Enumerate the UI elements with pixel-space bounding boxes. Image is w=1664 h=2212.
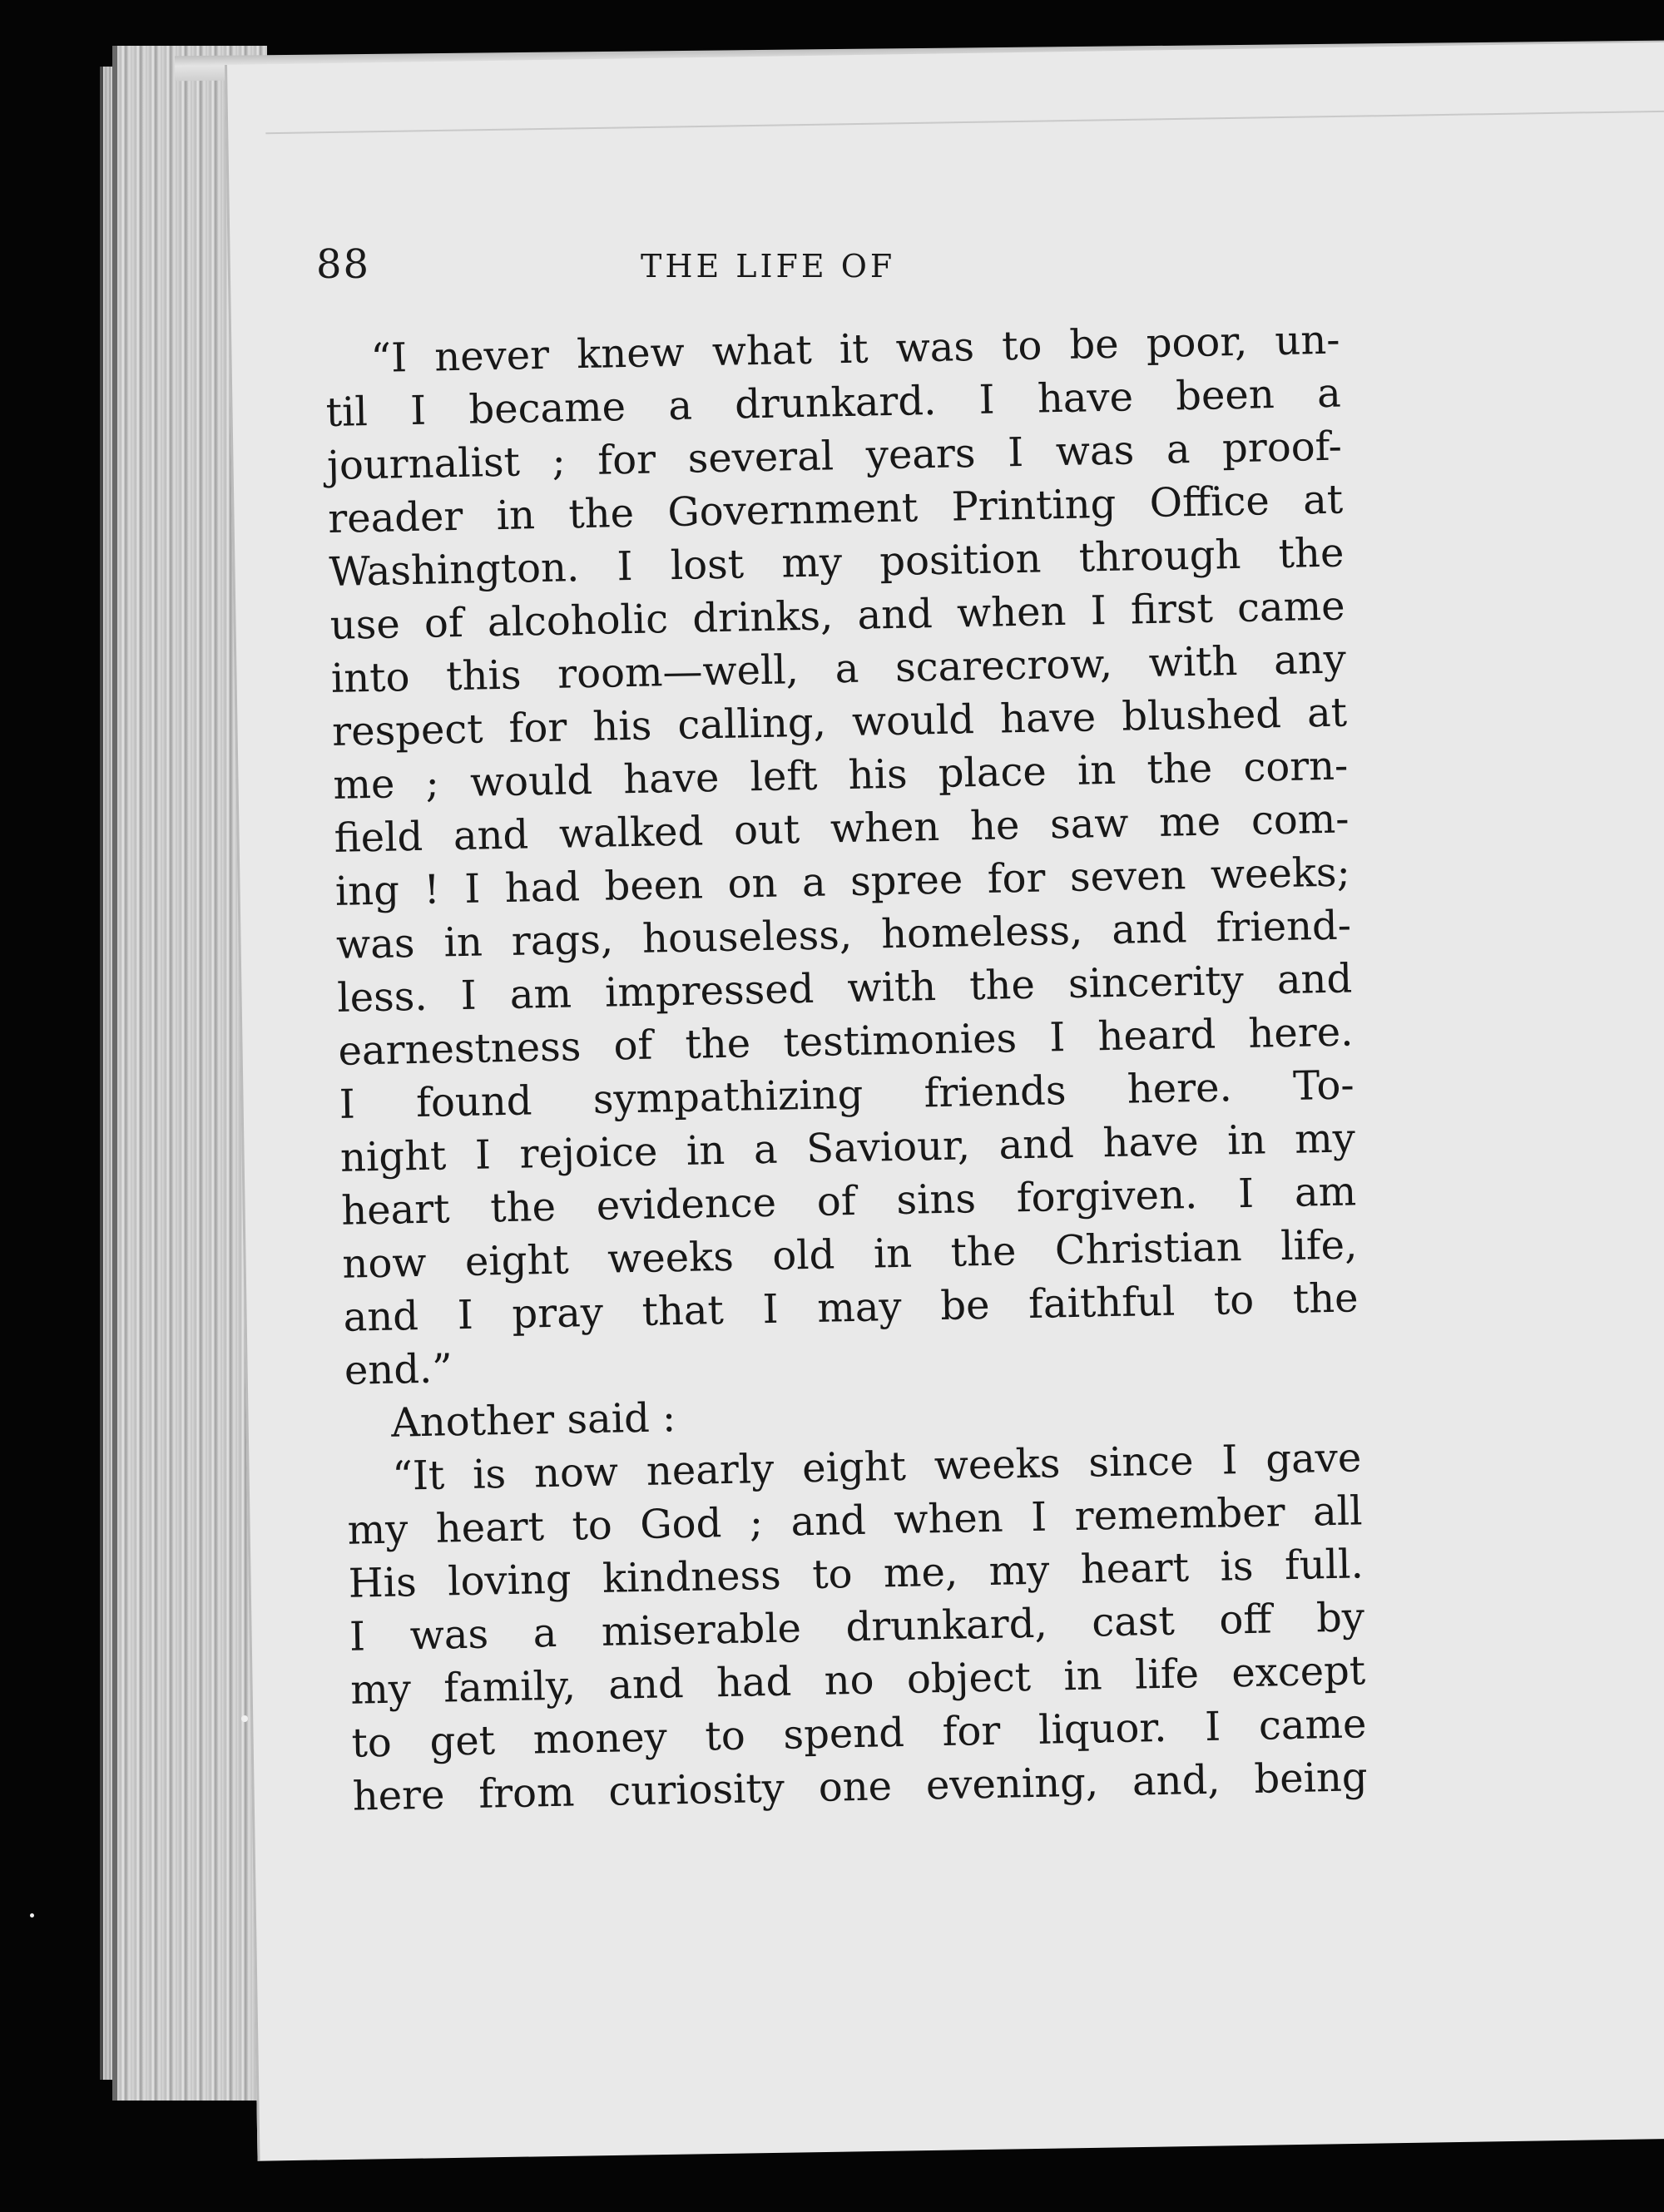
- text-line: now eight weeks old in the Christian life,: [341, 1221, 1358, 1288]
- text-line: His loving kindness to me, my heart is full.: [348, 1541, 1364, 1607]
- text-line: Another said :: [390, 1394, 676, 1447]
- page-fold-line: [265, 111, 1664, 135]
- text-line: “I never knew what it was to be poor, un-: [370, 316, 1340, 382]
- running-head: [316, 241, 1398, 299]
- text-line: use of alcoholic drinks, and when I first came: [329, 582, 1346, 649]
- text-line: I was a miserable drunkard, cast off by: [349, 1594, 1365, 1660]
- text-line: reader in the Government Printing Office at: [327, 476, 1344, 542]
- page-heading: THE LIFE OF: [641, 248, 896, 285]
- text-line: til I became a drunkard. I have been a: [325, 369, 1342, 436]
- text-line: less. I am impressed with the sincerity and: [336, 955, 1353, 1022]
- text-line: night I rejoice in a Saviour, and have in my: [339, 1115, 1356, 1181]
- text-line: Washington. I lost my position through the: [328, 529, 1345, 596]
- text-line: field and walked out when he saw me com-: [334, 795, 1350, 862]
- body-text: [324, 314, 1368, 1824]
- text-line: earnestness of the testimonies I heard here.: [338, 1008, 1354, 1075]
- page-number: 88: [316, 241, 371, 288]
- dust-speck: [241, 1715, 248, 1722]
- text-line: my family, and had no object in life except: [349, 1647, 1366, 1714]
- text-line: me ; would have left his place in the corn-: [332, 742, 1349, 809]
- text-line: into this room—well, a scarecrow, with any: [330, 636, 1347, 702]
- text-line: respect for his calling, would have blushed at: [331, 689, 1348, 755]
- dust-speck: [30, 1913, 34, 1918]
- text-line: heart the evidence of sins forgiven. I am: [340, 1168, 1357, 1235]
- text-line: I found sympathizing friends here. To-: [339, 1061, 1355, 1128]
- text-line: end.”: [344, 1345, 453, 1394]
- text-line: ing ! I had been on a spree for seven weeks;: [334, 849, 1351, 915]
- text-line: here from curiosity one evening, and, being: [352, 1754, 1369, 1820]
- text-line: “It is now nearly eight weeks since I gave: [391, 1434, 1362, 1500]
- text-line: to get money to spend for liquor. I came: [351, 1700, 1367, 1767]
- text-line: journalist ; for several years I was a proof-: [326, 423, 1343, 489]
- text-line: and I pray that I may be faithful to the: [343, 1274, 1359, 1341]
- text-line: was in rags, houseless, homeless, and friend-: [335, 902, 1352, 968]
- text-line: my heart to God ; and when I remember all: [347, 1487, 1363, 1554]
